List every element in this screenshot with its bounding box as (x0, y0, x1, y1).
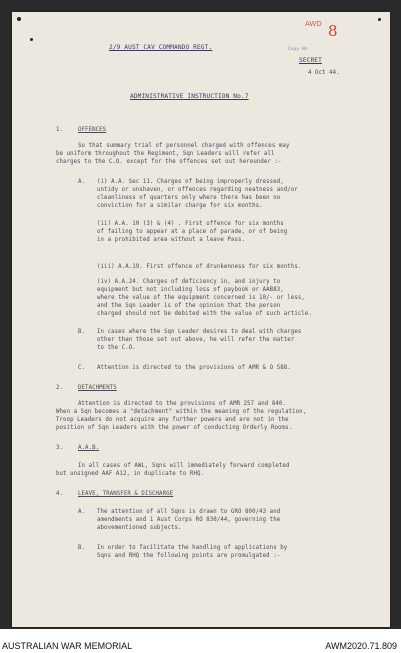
paragraph-line: but unsigned AAF A12, in duplicate to RHQ. (56, 471, 205, 477)
item-label: C. (78, 365, 86, 371)
section-heading: LEAVE, TRANSFER & DISCHARGE (78, 491, 174, 497)
paragraph-line: (i) A.A. Sec 11. Charges of being improperly dressed, (97, 179, 284, 185)
paragraph-line: (iv) A.A.24. Charges of deficiency in, and injury to (97, 279, 281, 285)
paragraph-line: When a Sqn becomes a "detachment" within the meaning of the regulation, (56, 409, 307, 415)
paragraph-line: (iii) A.A.19. First offence of drunkenness for six months. (97, 264, 302, 270)
handwritten-reference: AWD (305, 20, 322, 28)
paragraph-line: charges to the C.O. except for the offences set out hereunder :- (56, 159, 282, 165)
classification: SECRET (299, 57, 322, 64)
paragraph-line: conviction for a similar charge for six months. (97, 203, 263, 209)
paragraph-line: in a prohibited area without a leave Pass. (97, 237, 246, 243)
section-number: 3. (56, 445, 64, 451)
paragraph-line: In order to facilitate the handling of applications by (97, 545, 288, 551)
paragraph-line: The attention of all Sqns is drawn to GRO 800/43 and (97, 509, 281, 515)
section-number: 2. (56, 385, 64, 391)
paragraph-line: In all cases of AWL, Sqns will immediately forward completed (78, 463, 290, 469)
item-label: A. (78, 509, 86, 515)
paragraph-line: and the Sqn Leader is of the opinion that the person (97, 303, 281, 309)
document-date: 4 Oct 44. (308, 70, 340, 76)
archive-reference-number: AWM2020.71.809 (325, 641, 397, 651)
paragraph-line: (ii) A.A. 10 (3) & (4) . First offence for six months (97, 221, 284, 227)
paragraph-line: Attention is directed to the provisions of AMR & O 588. (97, 365, 291, 371)
paragraph-line: to the C.O. (97, 345, 136, 351)
section-number: 1. (56, 127, 64, 133)
paragraph-line: cleanliness of quarters only where there has been no (97, 195, 281, 201)
unit-name: 2/9 AUST CAV COMMANDO REGT. (109, 44, 213, 51)
paragraph-line: Troop Leaders do not acquire any further powers and are not in the (56, 417, 289, 423)
paragraph-line: Attention is directed to the provisions of AMR 257 and 840. (78, 401, 286, 407)
paragraph-line: be uniform throughout the Regiment, Sqn Leaders will refer all (56, 151, 275, 157)
punch-hole (30, 38, 33, 41)
section-heading: A.A.B. (78, 445, 100, 451)
paragraph-line: where the value of the equipment concerned is 10/- or less, (97, 295, 305, 301)
item-label: B. (78, 329, 86, 335)
paragraph-line: other than those set out above, he will refer the matter (97, 337, 295, 343)
paragraph-line: position of Sqn Leaders with the power of conducting Orderly Rooms. (56, 425, 293, 431)
paragraph-line: Sqns and RHQ the following points are promulgated :- (97, 553, 281, 559)
item-label: A. (78, 179, 86, 185)
punch-hole (17, 17, 21, 21)
section-heading: OFFENCES (78, 127, 107, 133)
copy-number-label: Copy No (288, 47, 308, 52)
archive-footer (0, 629, 401, 653)
paragraph-line: amendments and 1 Aust Corps RO 830/44, governing the (97, 517, 281, 523)
section-number: 4. (56, 491, 64, 497)
handwritten-page-number: 8 (328, 22, 338, 40)
paragraph-line: In cases where the Sqn Leader desires to deal with charges (97, 329, 302, 335)
paragraph-line: So that summary trial of personnel charged with offences may (78, 143, 290, 149)
paragraph-line: untidy or unshaven, or offences regarding neatness and/or (97, 187, 298, 193)
archive-name: AUSTRALIAN WAR MEMORIAL (2, 641, 133, 651)
section-heading: DETACHMENTS (78, 385, 117, 391)
item-label: B. (78, 545, 86, 551)
punch-hole (378, 18, 381, 21)
paragraph-line: abovementioned subjects. (97, 525, 182, 531)
paragraph-line: of failing to appear at a place of parade, or of being (97, 229, 288, 235)
paragraph-line: charged should not be debited with the value of such article. (97, 311, 312, 317)
paragraph-line: equipment but not including loss of paybook or AAB83, (97, 287, 284, 293)
document-title: ADMINISTRATIVE INSTRUCTION No.7 (130, 93, 249, 100)
document-page (12, 12, 390, 627)
